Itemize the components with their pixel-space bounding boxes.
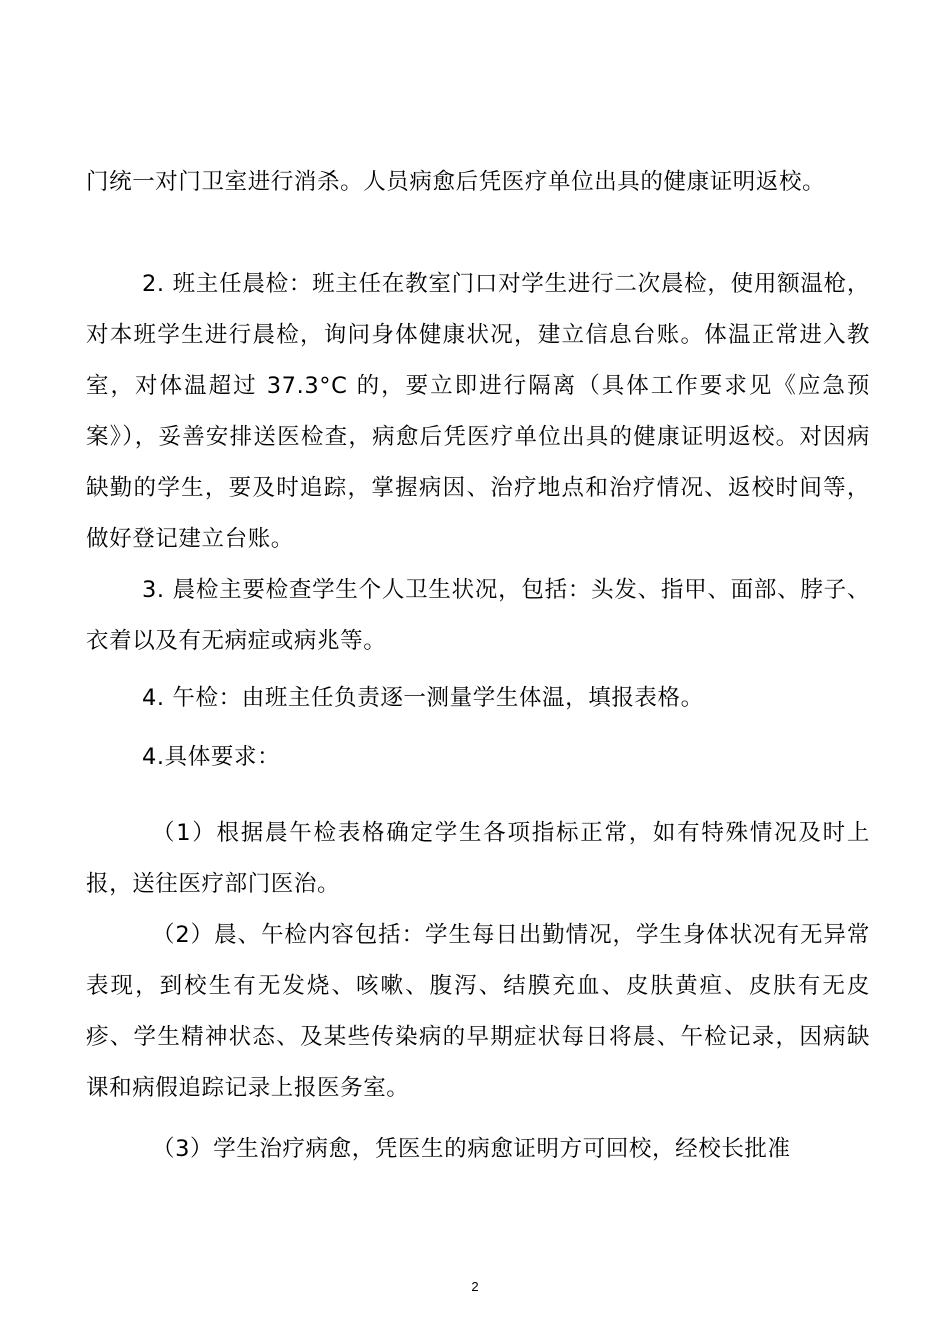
paragraph-class-teacher-morning-check: 2. 班主任晨检：班主任在教室门口对学生进行二次晨检，使用额温枪，对本班学生进行晨检，询问身体健康状况，建立信息台账。体温正常进入教室，对体温超过 37.3°C 的，要立即进行隔离（具体工作要求见《应急预案》），妥善安排送医检查，病愈后凭医疗单位出具的健康证明返校。对因病缺勤的学生，要及时追踪，掌握病因、治疗地点和治疗情况、返校时间等，做好登记建立台账。: [86, 271, 870, 552]
paragraph-disinfection-return: 门统一对门卫室进行消杀。人员病愈后凭医疗单位出具的健康证明返校。: [86, 169, 826, 195]
paragraph-requirement-2: （2）晨、午检内容包括：学生每日出勤情况，学生身体状况有无异常表现，到校生有无发烧、咳嗽、腹泻、结膜充血、皮肤黄疸、皮肤有无皮疹、学生精神状态、及某些传染病的早期症状每日将晨、午检记录，因病缺课和病假追踪记录上报医务室。: [86, 922, 870, 1101]
paragraph-noon-check: 4. 午检：由班主任负责逐一测量学生体温，填报表格。: [142, 685, 704, 711]
paragraph-specific-requirements-heading: 4.具体要求：: [142, 744, 281, 770]
paragraph-requirement-3: （3）学生治疗病愈，凭医生的病愈证明方可回校，经校长批准: [152, 1136, 791, 1162]
page-number: 2: [471, 1279, 479, 1294]
paragraph-requirement-1: （1）根据晨午检表格确定学生各项指标正常，如有特殊情况及时上报，送往医疗部门医治。: [86, 820, 870, 897]
paragraph-morning-check-items: 3. 晨检主要检查学生个人卫生状况，包括：头发、指甲、面部、脖子、衣着以及有无病症或病兆等。: [86, 577, 870, 654]
